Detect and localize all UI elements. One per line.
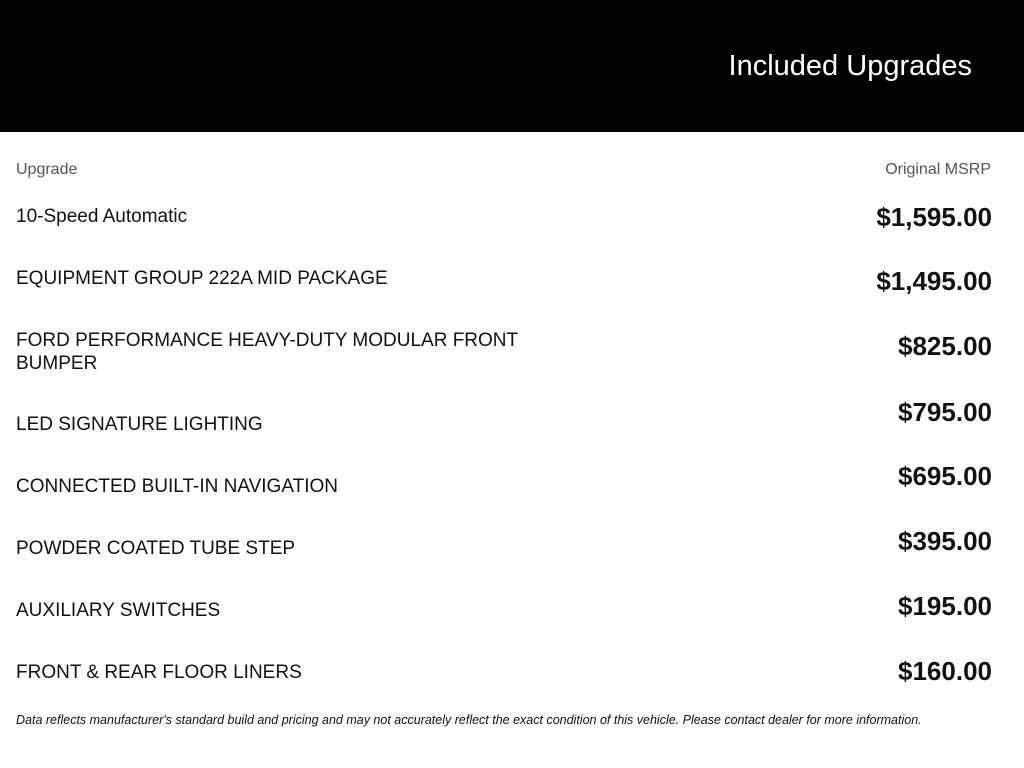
upgrade-price: $395.00 — [898, 526, 992, 556]
upgrade-price: $195.00 — [898, 591, 992, 621]
disclaimer-text: Data reflects manufacturer's standard build and pricing and may not accurately reflect the exact condition of this vehicle. Please contact dealer for more information. — [16, 713, 922, 727]
upgrade-price: $1,495.00 — [876, 266, 992, 296]
upgrade-name: EQUIPMENT GROUP 222A MID PACKAGE — [16, 268, 388, 289]
header-banner — [0, 0, 1024, 132]
upgrade-name: CONNECTED BUILT-IN NAVIGATION — [16, 476, 338, 497]
page-title: Included Upgrades — [728, 50, 972, 82]
table-row — [0, 526, 1024, 588]
upgrade-name: FORD PERFORMANCE HEAVY-DUTY MODULAR FRONT BUMPER — [16, 330, 518, 374]
upgrade-price: $695.00 — [898, 461, 992, 491]
table-row — [0, 397, 1024, 464]
table-row — [0, 650, 1024, 712]
upgrade-price: $795.00 — [898, 397, 992, 427]
column-header-msrp: Original MSRP — [885, 161, 991, 178]
upgrade-name: AUXILIARY SWITCHES — [16, 600, 221, 621]
table-row — [0, 588, 1024, 650]
table-row — [0, 461, 1024, 526]
table-row — [0, 262, 1024, 324]
column-header-upgrade: Upgrade — [16, 161, 78, 178]
upgrade-price: $825.00 — [898, 331, 992, 361]
upgrade-name: FRONT & REAR FLOOR LINERS — [16, 662, 302, 683]
upgrade-name: 10-Speed Automatic — [16, 206, 188, 227]
upgrade-name: POWDER COATED TUBE STEP — [16, 538, 296, 559]
table-row — [0, 324, 1024, 386]
upgrade-price: $160.00 — [898, 656, 992, 686]
table-row — [0, 200, 1024, 262]
upgrade-price: $1,595.00 — [876, 202, 992, 232]
upgrade-name: LED SIGNATURE LIGHTING — [16, 414, 263, 435]
